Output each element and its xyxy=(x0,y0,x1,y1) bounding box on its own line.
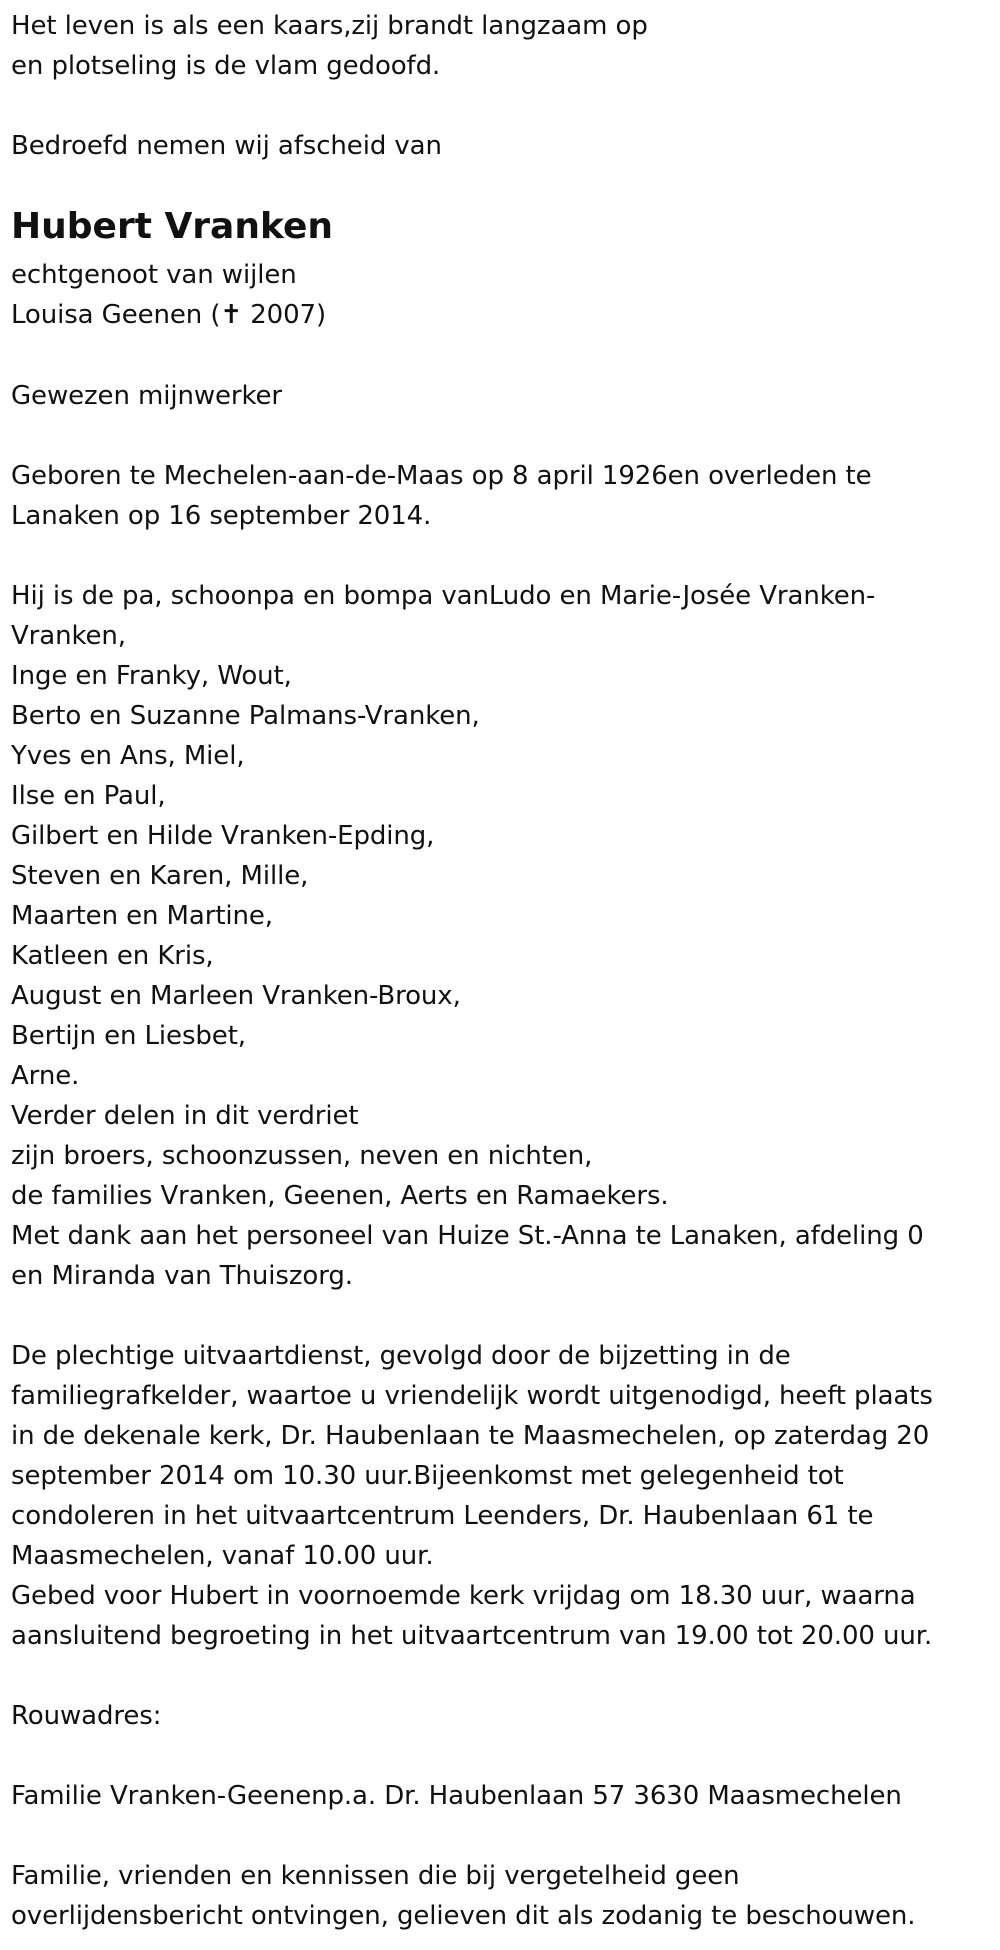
mourning-address: Familie Vranken-Geenenp.a. Dr. Haubenlaan 57 3630 Maasmechelen xyxy=(11,1781,902,1811)
family-line: Verder delen in dit verdriet xyxy=(11,1101,359,1131)
service-line: Gebed voor Hubert in voornoemde kerk vrijdag om 18.30 uur, waarna xyxy=(11,1581,916,1611)
service-line: aansluitend begroeting in het uitvaartcentrum van 19.00 tot 20.00 uur. xyxy=(11,1621,933,1651)
family-line: Bertijn en Liesbet, xyxy=(11,1021,246,1051)
service-line: condoleren in het uitvaartcentrum Leenders, Dr. Haubenlaan 61 te xyxy=(11,1501,874,1531)
opening-verse-line: en plotseling is de vlam gedoofd. xyxy=(11,51,441,81)
family-line: Arne. xyxy=(11,1061,80,1091)
family-line: de families Vranken, Geenen, Aerts en Ramaekers. xyxy=(11,1181,669,1211)
family-line: Steven en Karen, Mille, xyxy=(11,861,309,891)
family-line: Ilse en Paul, xyxy=(11,781,166,811)
deceased-name: Hubert Vranken xyxy=(11,206,333,247)
service-line: september 2014 om 10.30 uur.Bijeenkomst met gelegenheid tot xyxy=(11,1461,844,1491)
birth-death-line: Lanaken op 16 september 2014. xyxy=(11,501,432,531)
family-line: Vranken, xyxy=(11,621,126,651)
family-line: Maarten en Martine, xyxy=(11,901,273,931)
service-line: De plechtige uitvaartdienst, gevolgd door de bijzetting in de xyxy=(11,1341,791,1371)
service-line: Maasmechelen, vanaf 10.00 uur. xyxy=(11,1541,434,1571)
family-line: Gilbert en Hilde Vranken-Epding, xyxy=(11,821,435,851)
opening-verse-line: Het leven is als een kaars,zij brandt langzaam op xyxy=(11,11,648,41)
family-line: Hij is de pa, schoonpa en bompa vanLudo en Marie-Josée Vranken- xyxy=(11,581,876,611)
service-line: familiegrafkelder, waartoe u vriendelijk wordt uitgenodigd, heeft plaats xyxy=(11,1381,933,1411)
spouse-line: echtgenoot van wijlen xyxy=(11,260,297,290)
spouse-line: Louisa Geenen (✝ 2007) xyxy=(11,300,327,330)
mourning-address-label: Rouwadres: xyxy=(11,1701,162,1731)
family-line: zijn broers, schoonzussen, neven en nichten, xyxy=(11,1141,593,1171)
service-line: in de dekenale kerk, Dr. Haubenlaan te Maasmechelen, op zaterdag 20 xyxy=(11,1421,930,1451)
family-line: Inge en Franky, Wout, xyxy=(11,661,292,691)
family-line: Berto en Suzanne Palmans-Vranken, xyxy=(11,701,480,731)
family-line: Yves en Ans, Miel, xyxy=(11,741,245,771)
occupation: Gewezen mijnwerker xyxy=(11,381,283,411)
intro-text: Bedroefd nemen wij afscheid van xyxy=(11,131,442,161)
birth-death-line: Geboren te Mechelen-aan-de-Maas op 8 april 1926en overleden te xyxy=(11,461,872,491)
closing-line: overlijdensbericht ontvingen, gelieven dit als zodanig te beschouwen. xyxy=(11,1901,916,1931)
family-line: August en Marleen Vranken-Broux, xyxy=(11,981,461,1011)
family-line: Met dank aan het personeel van Huize St.-Anna te Lanaken, afdeling 0 xyxy=(11,1221,924,1251)
family-line: Katleen en Kris, xyxy=(11,941,214,971)
family-line: en Miranda van Thuiszorg. xyxy=(11,1261,353,1291)
closing-line: Familie, vrienden en kennissen die bij vergetelheid geen xyxy=(11,1861,740,1891)
